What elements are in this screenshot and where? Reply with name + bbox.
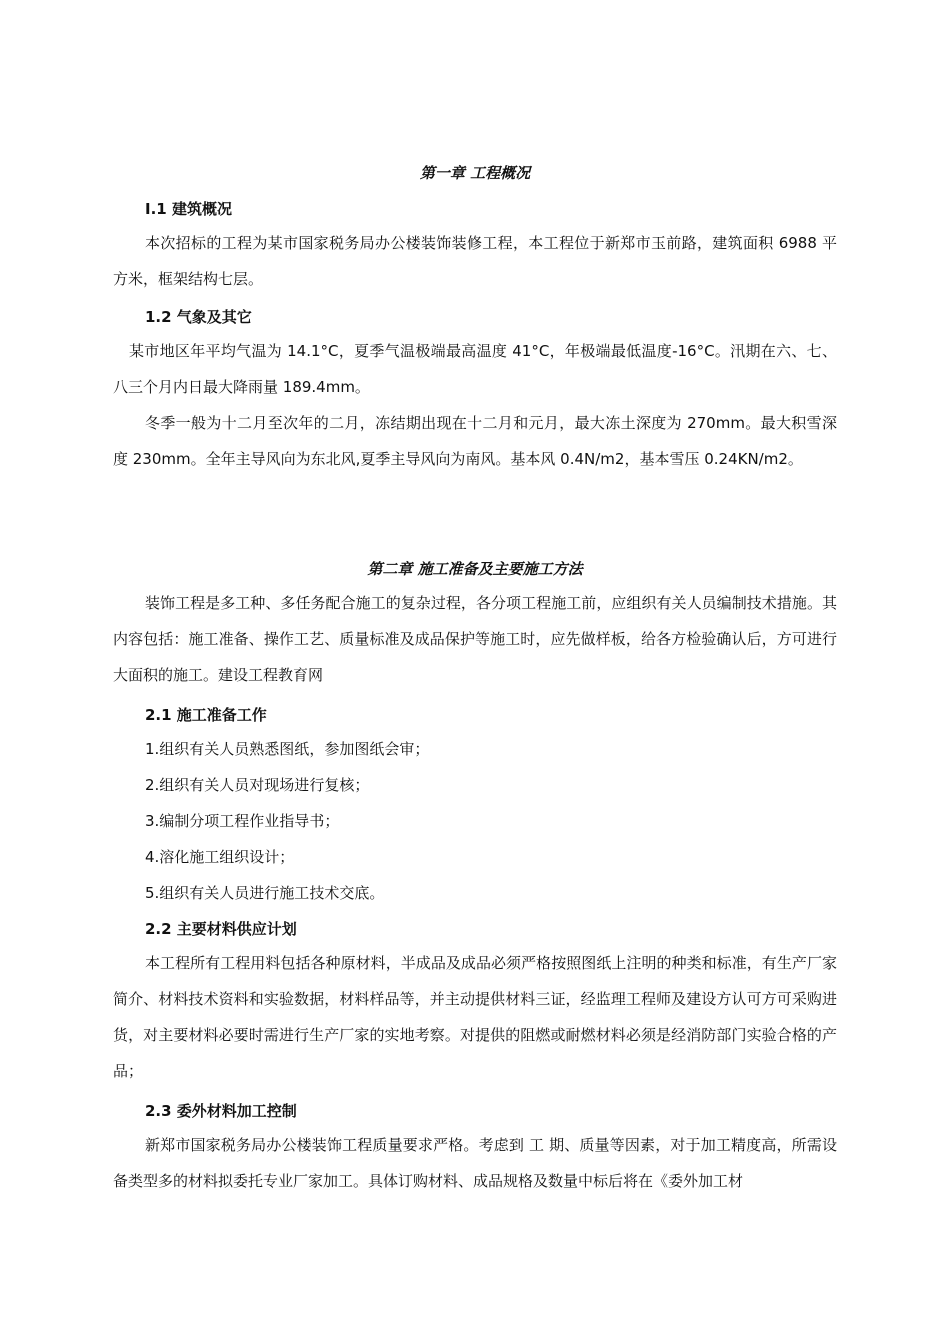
section-1-2-paragraph-1: 某市地区年平均气温为 14.1°C，夏季气温极端最高温度 41°C，年极端最低温度-16°C。汛期在六、七、八三个月内日最大降雨量 189.4mm。 (113, 342, 837, 396)
chapter-2-title: 第二章 施工准备及主要施工方法 (367, 560, 583, 578)
list-item: 1.组织有关人员熟悉图纸，参加图纸会审； (145, 740, 430, 758)
list-item: 5.组织有关人员进行施工技术交底。 (145, 884, 385, 902)
chapter-2-intro-paragraph: 装饰工程是多工种、多任务配合施工的复杂过程，各分项工程施工前，应组织有关人员编制技术措施。其内容包括：施工准备、操作工艺、质量标准及成品保护等施工时，应先做样板，给各方检验确认后，方可进行大面积的施工。建设工程教育网 (113, 594, 837, 684)
list-item: 3.编制分项工程作业指导书； (145, 812, 340, 830)
section-2-3-paragraph: 新郑市国家税务局办公楼装饰工程质量要求严格。考虑到 工 期、质量等因素，对于加工精度高，所需设备类型多的材料拟委托专业厂家加工。具体订购材料、成品规格及数量中标后将在《委外加工材 (113, 1136, 837, 1190)
list-item: 2.组织有关人员对现场进行复核； (145, 776, 370, 794)
section-1-1-paragraph: 本次招标的工程为某市国家税务局办公楼装饰装修工程，本工程位于新郑市玉前路，建筑面积 6988 平方米，框架结构七层。 (113, 234, 837, 288)
section-2-1-heading: 2.1 施工准备工作 (145, 706, 267, 724)
section-2-2-paragraph: 本工程所有工程用料包括各种原材料，半成品及成品必须严格按照图纸上注明的种类和标准，有生产厂家简介、材料技术资料和实验数据，材料样品等，并主动提供材料三证，经监理工程师及建设方认可方可采购进货，对主要材料必要时需进行生产厂家的实地考察。对提供的阻燃或耐燃材料必须是经消防部门实验合格的产品； (113, 954, 837, 1080)
section-1-1-heading: I.1 建筑概况 (145, 200, 232, 218)
section-1-2-paragraph-2: 冬季一般为十二月至次年的二月，冻结期出现在十二月和元月，最大冻土深度为 270mm。最大积雪深度 230mm。全年主导风向为东北风,夏季主导风向为南风。基本风 0.4N/m2，基本雪压 0.24KN/m2。 (113, 414, 837, 468)
list-item: 4.溶化施工组织设计； (145, 848, 295, 866)
section-2-3-heading: 2.3 委外材料加工控制 (145, 1102, 297, 1120)
chapter-1-title: 第一章 工程概况 (419, 164, 531, 182)
section-1-2-heading: 1.2 气象及其它 (145, 308, 252, 326)
section-2-2-heading: 2.2 主要材料供应计划 (145, 920, 297, 938)
